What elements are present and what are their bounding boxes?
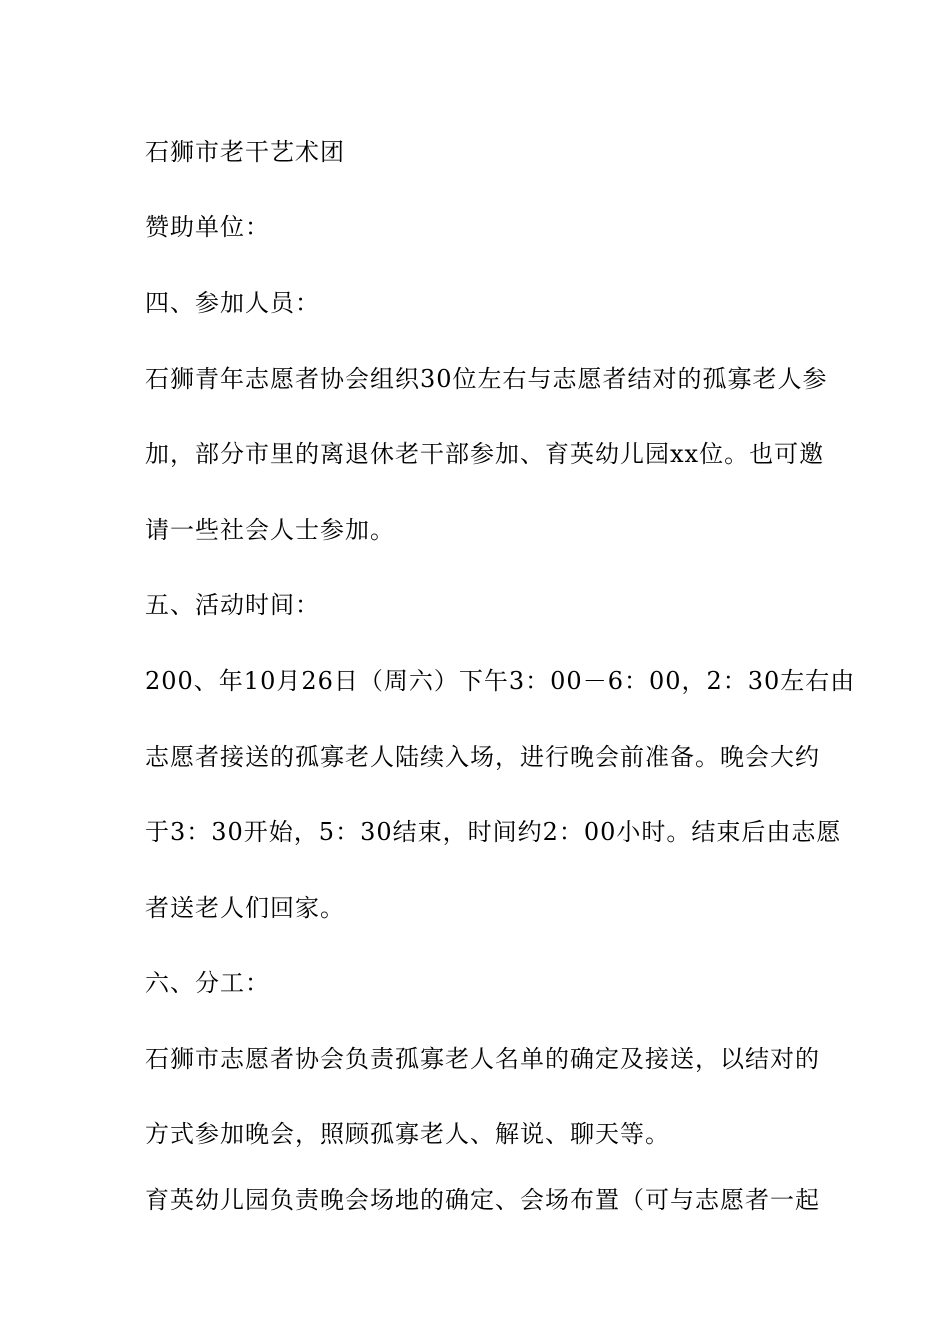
section-6-heading: 六、分工： (145, 969, 270, 997)
division-line-1: 石狮市志愿者协会负责孤寡老人名单的确定及接送，以结对的 (145, 1045, 820, 1073)
participants-line-2: 加，部分市里的离退休老干部参加、育英幼儿园xx位。也可邀 (145, 440, 825, 468)
time-line-1: 200、年10月26日（周六）下午3：00－6：00，2：30左右由 (145, 667, 856, 695)
time-line-4: 者送老人们回家。 (145, 894, 345, 922)
division-line-2: 方式参加晚会，照顾孤寡老人、解说、聊天等。 (145, 1120, 670, 1148)
section-4-heading: 四、参加人员： (145, 289, 320, 317)
time-line-2: 志愿者接送的孤寡老人陆续入场，进行晚会前准备。晚会大约 (145, 743, 820, 771)
time-line-3: 于3：30开始，5：30结束，时间约2：00小时。结束后由志愿 (145, 818, 842, 846)
participants-line-3: 请一些社会人士参加。 (145, 516, 395, 544)
sponsor-heading: 赞助单位： (145, 213, 270, 241)
division-line-3: 育英幼儿园负责晚会场地的确定、会场布置（可与志愿者一起 (145, 1186, 820, 1214)
section-5-heading: 五、活动时间： (145, 591, 320, 619)
organizer-line: 石狮市老干艺术团 (145, 138, 345, 166)
participants-line-1: 石狮青年志愿者协会组织30位左右与志愿者结对的孤寡老人参 (145, 365, 828, 393)
